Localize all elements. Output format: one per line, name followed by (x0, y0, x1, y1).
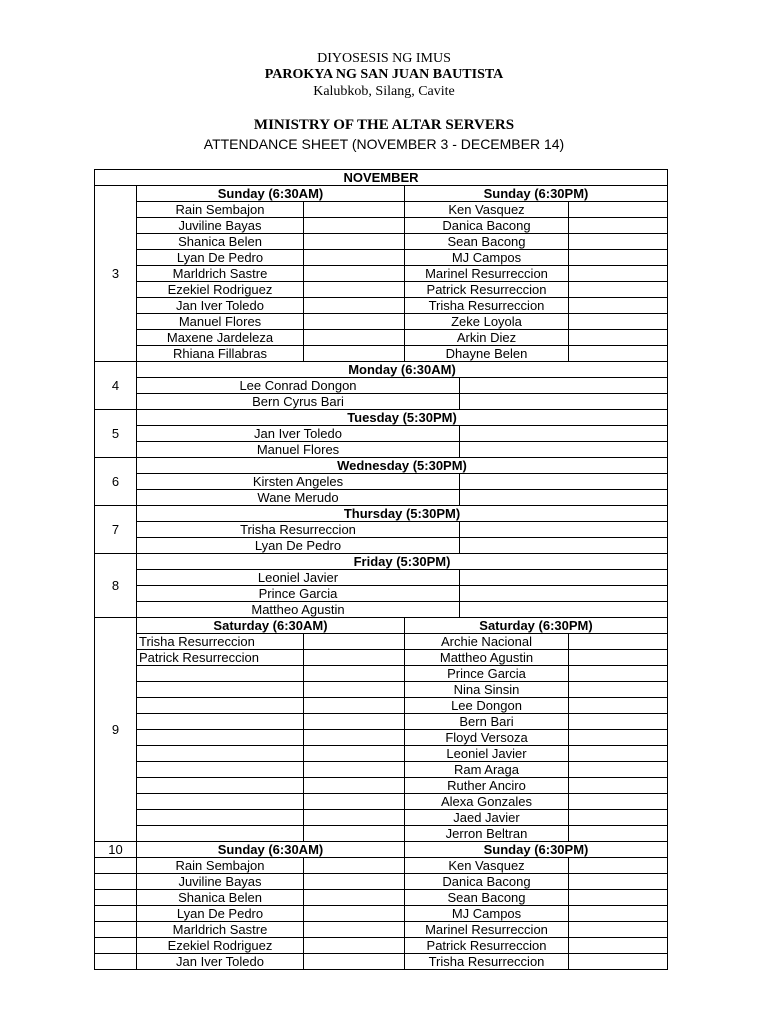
table-row (95, 282, 668, 298)
table-row (95, 570, 668, 586)
day-number: 5 (95, 410, 137, 458)
attendance-check (460, 426, 668, 442)
attendance-check (460, 490, 668, 506)
server-name: Jaed Javier (405, 810, 569, 826)
server-name: Zeke Loyola (405, 314, 569, 330)
attendance-check (460, 442, 668, 458)
month-row (95, 170, 668, 186)
server-name: Sean Bacong (405, 234, 569, 250)
attendance-check (569, 298, 668, 314)
parish-location: Kalubkob, Silang, Cavite (313, 84, 455, 99)
attendance-check (460, 602, 668, 618)
shift-title: Tuesday (5:30PM) (137, 410, 668, 426)
server-name: Arkin Diez (405, 330, 569, 346)
shift-title-right: Sunday (6:30PM) (405, 186, 668, 202)
attendance-check (304, 826, 405, 842)
attendance-check (569, 682, 668, 698)
server-name (137, 682, 304, 698)
attendance-check (569, 730, 668, 746)
attendance-check (304, 330, 405, 346)
server-name: Rain Sembajon (137, 858, 304, 874)
shift-title-right: Sunday (6:30PM) (405, 842, 668, 858)
attendance-check (460, 586, 668, 602)
shift-title-left: Sunday (6:30AM) (137, 842, 405, 858)
server-name: Marinel Resurreccion (405, 922, 569, 938)
server-name (137, 826, 304, 842)
server-name: Bern Cyrus Bari (137, 394, 460, 410)
attendance-check (569, 938, 668, 954)
attendance-subtitle: ATTENDANCE SHEET (NOVEMBER 3 - DECEMBER 14) (203, 136, 565, 152)
attendance-check (569, 858, 668, 874)
attendance-check (569, 762, 668, 778)
attendance-check (569, 906, 668, 922)
server-name: Kirsten Angeles (137, 474, 460, 490)
table-row (95, 474, 668, 490)
table-row (95, 266, 668, 282)
server-name: Marldrich Sastre (137, 922, 304, 938)
ministry-title: MINISTRY OF THE ALTAR SERVERS (253, 117, 515, 133)
attendance-check (304, 938, 405, 954)
attendance-check (569, 346, 668, 362)
server-name: Prince Garcia (405, 666, 569, 682)
attendance-check (304, 890, 405, 906)
attendance-check (304, 714, 405, 730)
attendance-check (569, 234, 668, 250)
attendance-check (569, 218, 668, 234)
attendance-check (304, 874, 405, 890)
table-row (95, 698, 668, 714)
table-row (95, 906, 668, 922)
server-name: Ken Vasquez (405, 858, 569, 874)
server-name: MJ Campos (405, 906, 569, 922)
server-name (137, 762, 304, 778)
server-name (137, 794, 304, 810)
attendance-check (304, 266, 405, 282)
server-name: Trisha Resurreccion (137, 634, 304, 650)
attendance-check (304, 250, 405, 266)
table-row (95, 538, 668, 554)
attendance-check (569, 266, 668, 282)
attendance-check (569, 282, 668, 298)
shift-title: Wednesday (5:30PM) (137, 458, 668, 474)
day-spacer (95, 954, 137, 970)
server-name: Jerron Beltran (405, 826, 569, 842)
attendance-check (304, 906, 405, 922)
day-number: 9 (95, 618, 137, 842)
server-name (137, 778, 304, 794)
table-row (95, 522, 668, 538)
server-name: Jan Iver Toledo (137, 954, 304, 970)
attendance-check (460, 394, 668, 410)
shift-title: Monday (6:30AM) (137, 362, 668, 378)
server-name: Marldrich Sastre (137, 266, 304, 282)
server-name: Leoniel Javier (137, 570, 460, 586)
server-name (137, 746, 304, 762)
table-row (95, 250, 668, 266)
table-row (95, 442, 668, 458)
server-name: Alexa Gonzales (405, 794, 569, 810)
server-name: Danica Bacong (405, 218, 569, 234)
server-name: Trisha Resurreccion (405, 298, 569, 314)
attendance-check (304, 746, 405, 762)
attendance-check (304, 218, 405, 234)
table-row (95, 394, 668, 410)
shift-header-row (95, 362, 668, 378)
table-row (95, 890, 668, 906)
attendance-check (304, 666, 405, 682)
shift-header-row (95, 186, 668, 202)
server-name: Lyan De Pedro (137, 906, 304, 922)
server-name: Dhayne Belen (405, 346, 569, 362)
day-spacer (95, 858, 137, 874)
table-row (95, 954, 668, 970)
server-name: Patrick Resurreccion (405, 282, 569, 298)
table-row (95, 714, 668, 730)
server-name (137, 698, 304, 714)
server-name: Ruther Anciro (405, 778, 569, 794)
attendance-check (304, 762, 405, 778)
day-spacer (95, 938, 137, 954)
month-header: NOVEMBER (95, 170, 668, 186)
server-name: Mattheo Agustin (137, 602, 460, 618)
day-number: 6 (95, 458, 137, 506)
day-spacer (95, 922, 137, 938)
shift-title-left: Saturday (6:30AM) (137, 618, 405, 634)
attendance-check (304, 298, 405, 314)
shift-title: Friday (5:30PM) (137, 554, 668, 570)
attendance-check (569, 778, 668, 794)
attendance-check (460, 474, 668, 490)
table-row (95, 490, 668, 506)
attendance-check (569, 314, 668, 330)
server-name: Floyd Versoza (405, 730, 569, 746)
attendance-check (304, 346, 405, 362)
server-name: Jan Iver Toledo (137, 298, 304, 314)
table-row (95, 730, 668, 746)
attendance-check (304, 698, 405, 714)
server-name: Nina Sinsin (405, 682, 569, 698)
server-name: Shanica Belen (137, 234, 304, 250)
table-row (95, 794, 668, 810)
attendance-table (94, 169, 668, 970)
attendance-check (569, 794, 668, 810)
server-name (137, 666, 304, 682)
table-row (95, 298, 668, 314)
table-row (95, 314, 668, 330)
attendance-check (569, 954, 668, 970)
server-name: Rhiana Fillabras (137, 346, 304, 362)
table-row (95, 826, 668, 842)
server-name: Ezekiel Rodriguez (137, 938, 304, 954)
server-name: Trisha Resurreccion (405, 954, 569, 970)
attendance-check (304, 682, 405, 698)
day-number: 8 (95, 554, 137, 618)
attendance-check (460, 378, 668, 394)
server-name: Mattheo Agustin (405, 650, 569, 666)
attendance-check (569, 922, 668, 938)
shift-header-row (95, 458, 668, 474)
server-name: Leoniel Javier (405, 746, 569, 762)
table-row (95, 602, 668, 618)
attendance-check (569, 634, 668, 650)
server-name: Marinel Resurreccion (405, 266, 569, 282)
day-number: 3 (95, 186, 137, 362)
server-name (137, 730, 304, 746)
attendance-check (304, 634, 405, 650)
attendance-check (569, 650, 668, 666)
attendance-check (304, 954, 405, 970)
server-name: Lee Conrad Dongon (137, 378, 460, 394)
attendance-check (304, 730, 405, 746)
server-name: Archie Nacional (405, 634, 569, 650)
table-row (95, 378, 668, 394)
table-row (95, 778, 668, 794)
attendance-check (460, 570, 668, 586)
shift-header-row (95, 410, 668, 426)
table-row (95, 426, 668, 442)
shift-title-right: Saturday (6:30PM) (405, 618, 668, 634)
attendance-check (569, 666, 668, 682)
server-name: Juviline Bayas (137, 874, 304, 890)
table-row (95, 858, 668, 874)
server-name: Manuel Flores (137, 314, 304, 330)
server-name (137, 810, 304, 826)
attendance-check (569, 202, 668, 218)
attendance-check (569, 714, 668, 730)
table-row (95, 746, 668, 762)
server-name: Ram Araga (405, 762, 569, 778)
attendance-check (304, 858, 405, 874)
server-name: Danica Bacong (405, 874, 569, 890)
attendance-check (304, 314, 405, 330)
server-name: Lyan De Pedro (137, 538, 460, 554)
shift-header-row (95, 618, 668, 634)
server-name: Ezekiel Rodriguez (137, 282, 304, 298)
parish-title: PAROKYA NG SAN JUAN BAUTISTA (264, 67, 504, 82)
table-row (95, 874, 668, 890)
server-name: Jan Iver Toledo (137, 426, 460, 442)
table-row (95, 346, 668, 362)
attendance-check (569, 250, 668, 266)
server-name: Rain Sembajon (137, 202, 304, 218)
attendance-check (304, 650, 405, 666)
server-name: Prince Garcia (137, 586, 460, 602)
attendance-check (304, 234, 405, 250)
shift-header-row (95, 842, 668, 858)
shift-header-row (95, 506, 668, 522)
server-name: Lee Dongon (405, 698, 569, 714)
table-row (95, 634, 668, 650)
table-row (95, 202, 668, 218)
day-number: 10 (95, 842, 137, 858)
server-name: Maxene Jardeleza (137, 330, 304, 346)
attendance-check (304, 794, 405, 810)
table-row (95, 810, 668, 826)
server-name: Patrick Resurreccion (405, 938, 569, 954)
attendance-check (460, 538, 668, 554)
attendance-check (569, 874, 668, 890)
attendance-check (304, 202, 405, 218)
server-name (137, 714, 304, 730)
attendance-check (304, 810, 405, 826)
day-spacer (95, 906, 137, 922)
shift-title: Thursday (5:30PM) (137, 506, 668, 522)
table-row (95, 922, 668, 938)
server-name: Shanica Belen (137, 890, 304, 906)
attendance-check (304, 778, 405, 794)
diocese-title: DIYOSESIS NG IMUS (317, 51, 451, 66)
attendance-check (569, 746, 668, 762)
attendance-check (304, 922, 405, 938)
attendance-check (569, 698, 668, 714)
table-row (95, 234, 668, 250)
day-number: 4 (95, 362, 137, 410)
attendance-check (460, 522, 668, 538)
table-row (95, 666, 668, 682)
server-name: Bern Bari (405, 714, 569, 730)
day-spacer (95, 874, 137, 890)
table-row (95, 330, 668, 346)
table-row (95, 682, 668, 698)
table-row (95, 938, 668, 954)
day-spacer (95, 890, 137, 906)
attendance-check (569, 890, 668, 906)
day-number: 7 (95, 506, 137, 554)
attendance-check (304, 282, 405, 298)
table-row (95, 218, 668, 234)
server-name: Wane Merudo (137, 490, 460, 506)
shift-header-row (95, 554, 668, 570)
attendance-check (569, 810, 668, 826)
server-name: Patrick Resurreccion (137, 650, 304, 666)
server-name: Juviline Bayas (137, 218, 304, 234)
server-name: Sean Bacong (405, 890, 569, 906)
server-name: MJ Campos (405, 250, 569, 266)
attendance-check (569, 826, 668, 842)
server-name: Trisha Resurreccion (137, 522, 460, 538)
table-row (95, 650, 668, 666)
server-name: Ken Vasquez (405, 202, 569, 218)
server-name: Lyan De Pedro (137, 250, 304, 266)
table-row (95, 586, 668, 602)
server-name: Manuel Flores (137, 442, 460, 458)
table-row (95, 762, 668, 778)
attendance-check (569, 330, 668, 346)
shift-title-left: Sunday (6:30AM) (137, 186, 405, 202)
